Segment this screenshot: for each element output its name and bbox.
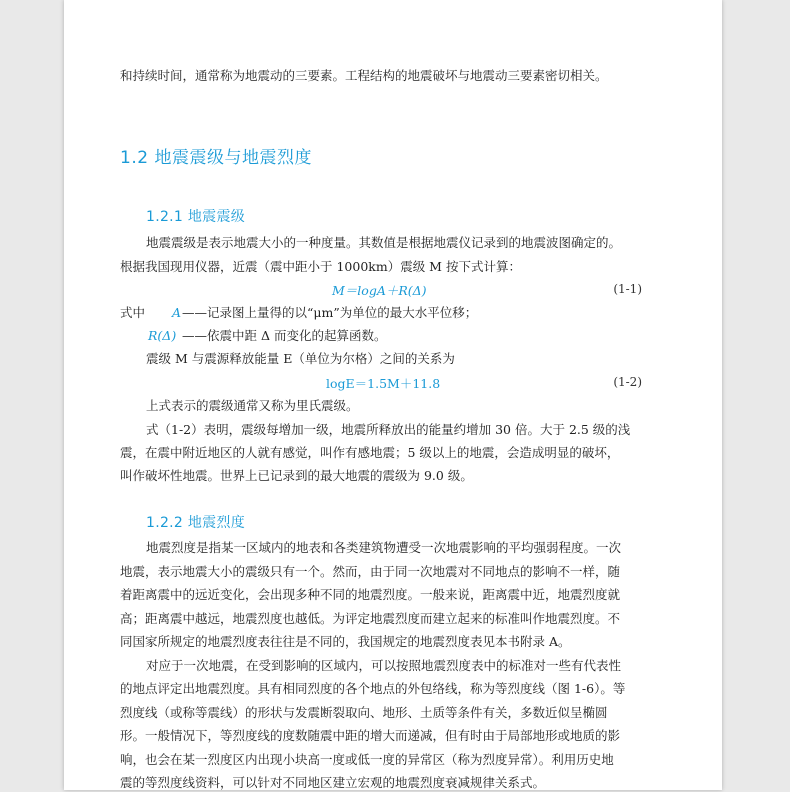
equation-1-2: logE＝1.5M＋11.8 [326, 376, 441, 391]
paragraph-line: 形。一般情况下，等烈度线的度数随震中距的增大而递减，但有时由于局部地形或地质的影 [120, 728, 621, 743]
symbol-r: R(Δ) [148, 328, 177, 343]
equation-number: (1-1) [613, 282, 642, 296]
subsection-heading: 1.2.2 地震烈度 [146, 515, 246, 531]
symbol-a: A [172, 305, 182, 320]
paragraph-line: 的地点评定出地震烈度。具有相同烈度的各个地点的外包络线，称为等烈度线（图 1-6）。等 [120, 681, 626, 696]
paragraph-line: 地震，表示地震大小的震级只有一个。然而，由于同一次地震对不同地点的影响不一样，随 [120, 564, 621, 579]
paragraph-line: 震级 M 与震源释放能量 E（单位为尔格）之间的关系为 [146, 351, 455, 366]
paragraph-line: 响，也会在某一烈度区内出现小块高一度或低一度的异常区（称为烈度异常）。利用历史地 [120, 752, 614, 767]
subsection-heading: 1.2.1 地震震级 [146, 209, 246, 225]
symbol-a-definition: ——记录图上量得的以“μm”为单位的最大水平位移； [182, 305, 478, 320]
paragraph-line: 高；距离震中越远，地震烈度也越低。为评定地震烈度而建立起来的标准叫作地震烈度。不 [120, 611, 621, 626]
paragraph-line: 和持续时间，通常称为地震动的三要素。工程结构的地震破坏与地震动三要素密切相关。 [120, 68, 608, 83]
paragraph-line: 震的等烈度线资料，可以针对不同地区建立宏观的地震烈度衰减规律关系式。 [120, 775, 546, 790]
paragraph-line: 烈度线（或称等震线）的形状与发震断裂取向、地形、土质等条件有关，多数近似呈椭圆 [120, 705, 608, 720]
equation-1-1: M＝logA＋R(Δ) [332, 283, 427, 298]
paragraph-line: 着距离震中的远近变化，会出现多种不同的地震烈度。一般来说，距离震中近，地震烈度就 [120, 587, 621, 602]
equation-number: (1-2) [613, 375, 642, 389]
document-page [64, 0, 722, 790]
paragraph-line: 根据我国现用仪器，近震（震中距小于 1000km）震级 M 按下式计算： [120, 259, 521, 274]
paragraph-line: 对应于一次地震，在受到影响的区域内，可以按照地震烈度表中的标准对一些有代表性 [146, 658, 622, 673]
section-heading: 1.2 地震震级与地震烈度 [120, 148, 312, 168]
paragraph-line: 式（1-2）表明，震级每增加一级，地震所释放出的能量约增加 30 倍。大于 2.5 级的浅 [146, 422, 631, 437]
paragraph-line: 同国家所规定的地震烈度表往往是不同的，我国规定的地震烈度表见本书附录 A。 [120, 634, 571, 649]
symbol-r-definition: ——依震中距 Δ 而变化的起算函数。 [182, 328, 387, 343]
paragraph-line: 震，在震中附近地区的人就有感觉，叫作有感地震；5 级以上的地震，会造成明显的破坏， [120, 445, 620, 460]
paragraph-line: 上式表示的震级通常又称为里氏震级。 [146, 398, 359, 413]
where-label: 式中 [120, 305, 146, 320]
paragraph-line: 地震震级是表示地震大小的一种度量。其数值是根据地震仪记录到的地震波图确定的。 [146, 235, 622, 250]
paragraph-line: 地震烈度是指某一区域内的地表和各类建筑物遭受一次地震影响的平均强弱程度。一次 [146, 540, 622, 555]
paragraph-line: 叫作破坏性地震。世界上已记录到的最大地震的震级为 9.0 级。 [120, 468, 473, 483]
